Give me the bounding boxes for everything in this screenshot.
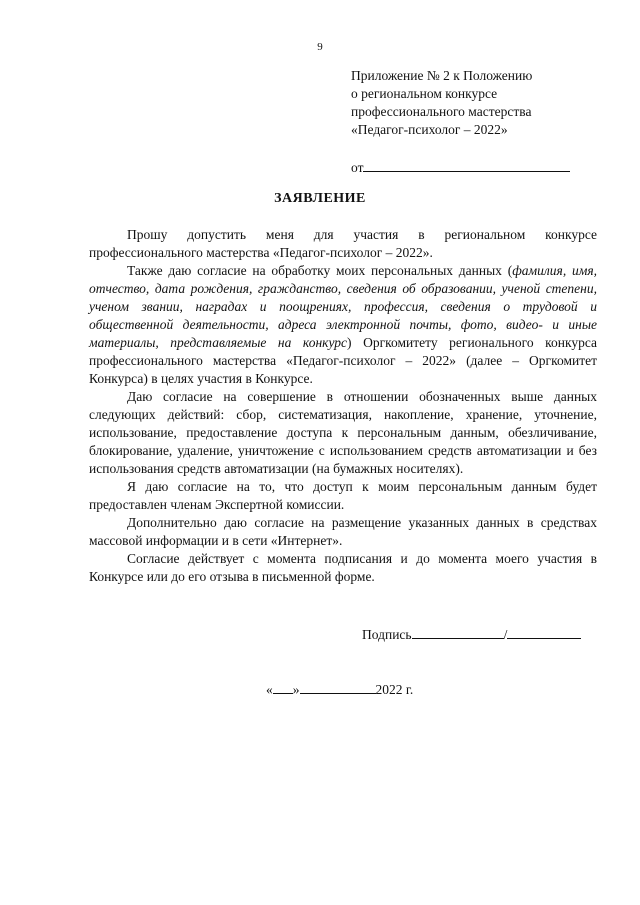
- page-number: 9: [317, 41, 323, 53]
- month-blank-line[interactable]: [300, 680, 376, 694]
- signature-name-blank-line[interactable]: [507, 625, 581, 639]
- paragraph-consent-actions: Даю согласие на совершение в отношении обозначенных выше данных следующих действий: сбор, систематизация, накопление, хранение, уточнение, использование, предоставление доступа к персональным данным, обезличивание, блокирование, удаление, уничтожение с использованием средств автоматизации и без использования средств автоматизации (на бумажных носителях).: [89, 389, 597, 476]
- paragraph-consent-validity: Согласие действует с момента подписания и до момента моего участия в Конкурсе или до его отзыва в письменной форме.: [89, 551, 597, 584]
- appendix-line: «Педагог-психолог – 2022»: [351, 122, 508, 137]
- paragraph-consent-access: Я даю согласие на то, что доступ к моим персональным данным будет предоставлен членам Экспертной комиссии.: [89, 479, 597, 512]
- paragraph-request: Прошу допустить меня для участия в региональном конкурсе профессионального мастерства «Педагог-психолог – 2022».: [89, 227, 597, 260]
- document-title: ЗАЯВЛЕНИЕ: [274, 191, 366, 206]
- consent-text-start: Также даю согласие на обработку моих персональных данных (: [127, 263, 513, 278]
- appendix-line: профессионального мастерства: [351, 104, 532, 119]
- signature-separator: /: [503, 627, 508, 642]
- appendix-header: [351, 67, 611, 139]
- from-blank-line[interactable]: [363, 158, 570, 172]
- appendix-line: о региональном конкурсе: [351, 86, 498, 101]
- appendix-line: Приложение № 2 к Положению: [351, 68, 533, 83]
- date-field: [266, 680, 413, 699]
- consent-text-end: ) Оргкомитету регионального конкурса профессионального мастерства «Педагог-психолог – 2022» (далее – Оргкомитет Конкурса) в целях участия в Конкурсе.: [89, 335, 597, 386]
- paragraph-consent-publication: Дополнительно даю согласие на размещение указанных данных в средствах массовой информации и в сети «Интернет».: [89, 515, 597, 548]
- date-open-quote: «: [266, 682, 273, 697]
- from-label: от: [351, 160, 364, 175]
- application-body: [89, 226, 597, 586]
- date-close-quote: »: [292, 682, 300, 697]
- day-blank-line[interactable]: [273, 680, 293, 694]
- signature-label: Подпись: [362, 627, 412, 642]
- date-year: 2022 г.: [375, 682, 414, 697]
- from-field: [351, 158, 570, 177]
- signature-field: [362, 625, 581, 644]
- signature-blank-line[interactable]: [412, 625, 504, 639]
- personal-data-list: фамилия, имя, отчество, дата рождения, гражданство, сведения об образовании, ученой степени, ученом звании, наградах и поощрениях, профессия, сведения о трудовой и общественной деятельности, адреса электронной почты, фото, видео- и иные материалы, представляемые на конкурс: [89, 263, 597, 350]
- paragraph-consent-processing: [89, 262, 597, 388]
